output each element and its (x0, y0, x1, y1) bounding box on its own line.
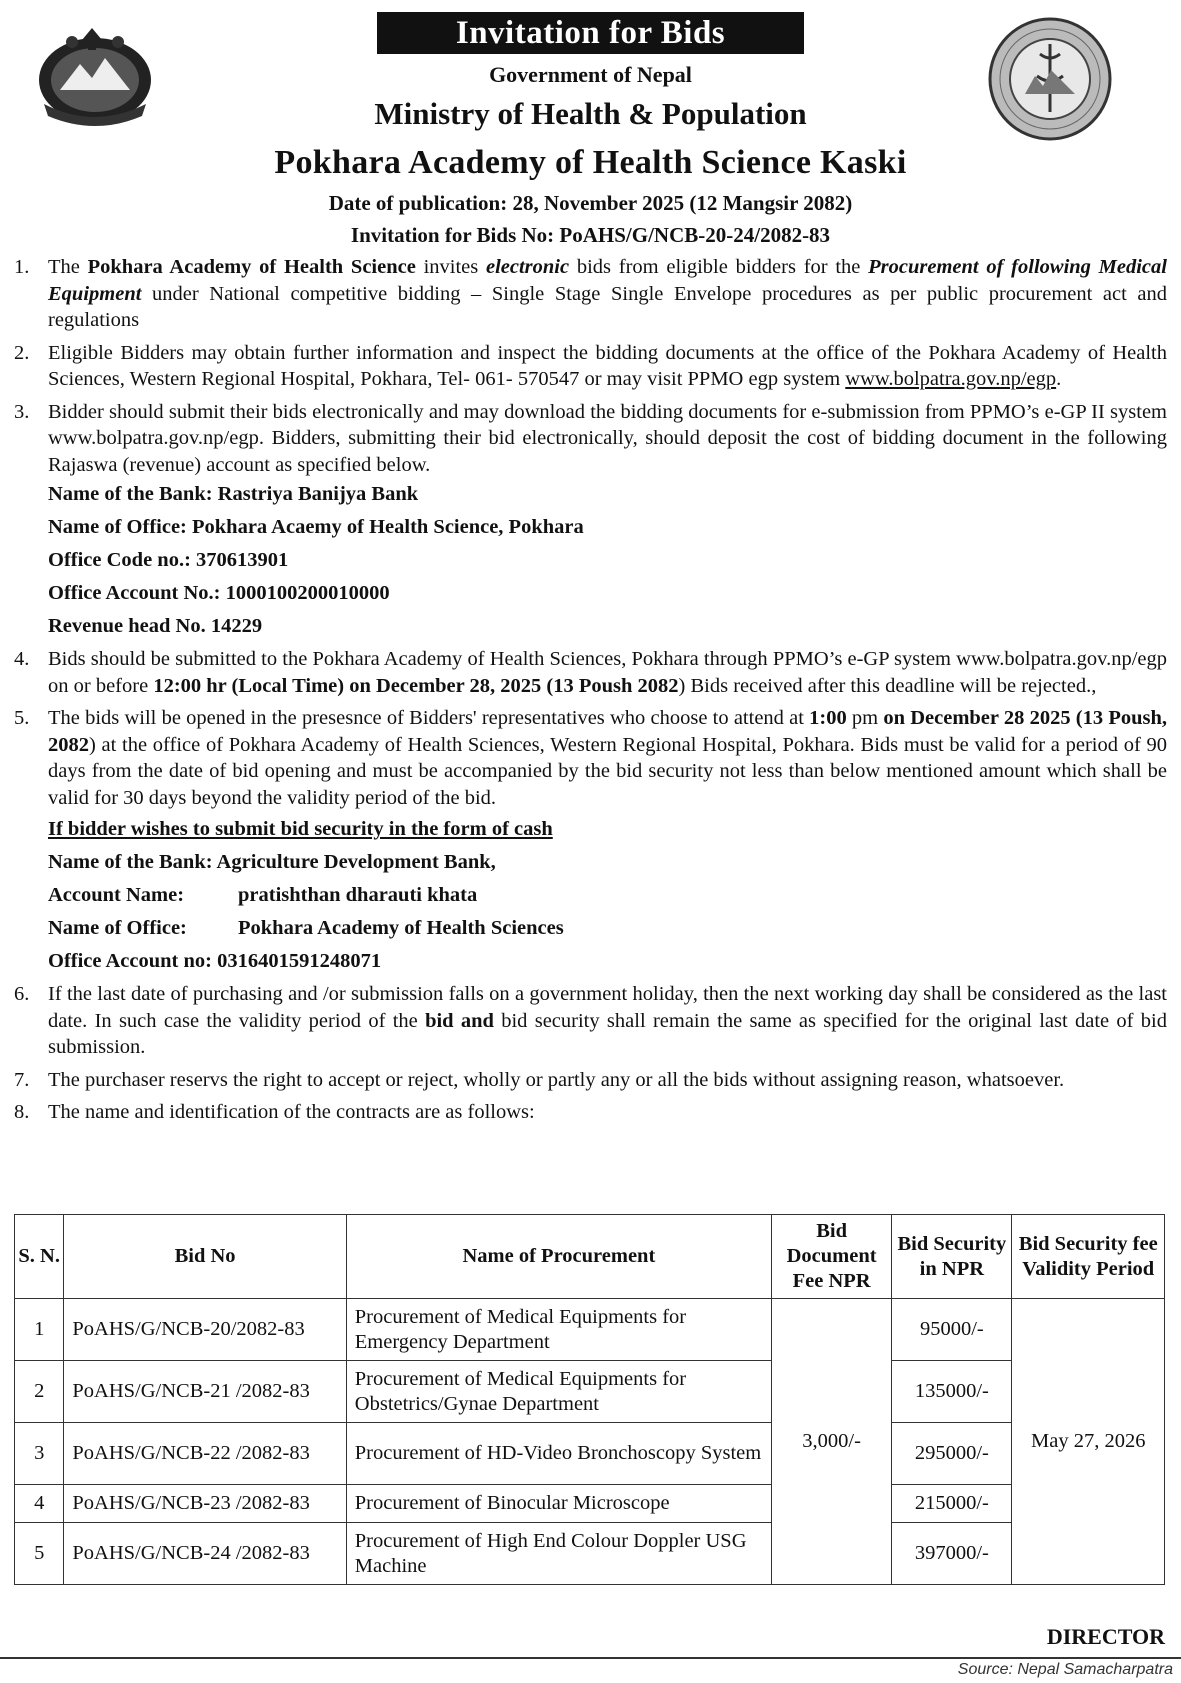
cell-bid-security: 215000/- (892, 1485, 1012, 1523)
cell-document-fee: 3,000/- (771, 1299, 891, 1585)
item-text: Bidder should submit their bids electronically and may download the bidding documents for e-submission from PPMO’s e-GP II system www.bolpatra.gov.np/egp. Bidders, submitting their bid electronically, should deposit the cost of bidding document in the following Rajaswa (revenue) account as specified below. (48, 400, 1167, 476)
cash-security-heading: If bidder wishes to submit bid security in the form of cash (48, 818, 553, 840)
item-1 (14, 254, 1167, 334)
director-signature-label: DIRECTOR (1046, 1624, 1165, 1649)
header-bid-no: Bid No (64, 1215, 346, 1299)
item-5 (14, 705, 1167, 974)
cell-bid-no: PoAHS/G/NCB-22 /2082-83 (64, 1423, 346, 1485)
notice-title: Invitation for Bids (377, 12, 804, 54)
header-procurement-name: Name of Procurement (346, 1215, 771, 1299)
revenue-office: Name of Office: Pokhara Acaemy of Health Science, Pokhara (48, 516, 584, 538)
item-2 (14, 340, 1167, 393)
item-number: 6. (14, 983, 30, 1005)
opening-time: 1:00 (809, 707, 847, 729)
bids-number: Invitation for Bids No: PoAHS/G/NCB-20-24/2082-83 (350, 223, 831, 247)
item-text-italic: electronic (485, 256, 570, 278)
table-row (15, 1485, 1165, 1523)
cell-bid-security: 295000/- (892, 1423, 1012, 1485)
source-credit: Source: Nepal Samacharpatra (957, 1661, 1173, 1678)
field-label: Account Name: (48, 884, 185, 906)
item-text: pm (846, 707, 884, 729)
item-text-bold-italic: Procurement of following Medical Equipment (48, 256, 1167, 305)
cell-procurement-name: Procurement of HD-Video Bronchoscopy System (346, 1423, 771, 1485)
contracts-table (14, 1214, 1165, 1585)
header-bid-security: Bid Security in NPR (892, 1215, 1012, 1299)
table-header-row (15, 1215, 1165, 1299)
opening-date: on December 28 2025 (13 Poush, 2082 (48, 707, 1167, 756)
table-row (15, 1299, 1165, 1361)
government-name: Government of Nepal (489, 62, 692, 87)
item-text-bold: bid and (425, 1009, 494, 1032)
cash-account-no: Office Account no: 0316401591248071 (48, 950, 382, 972)
item-text: bids from eligible bidders for the (569, 256, 869, 278)
item-text: under National competitive bidding – Single Stage Single Envelope procedures as per public procurement act and regulations (48, 282, 1167, 331)
item-number: 4. (14, 648, 30, 670)
field-label: Name of Office: (48, 917, 187, 939)
revenue-head: Revenue head No. 14229 (48, 615, 263, 637)
item-text: If the last date of purchasing and /or submission falls on a government holiday, then the next working day shall be considered as the last date. In such case the validity period of the (48, 983, 1167, 1032)
cell-procurement-name: Procurement of Medical Equipments for Obstetrics/Gynae Department (346, 1361, 771, 1423)
academy-name: Pokhara Academy of Health Science Kaski (274, 144, 907, 181)
cell-sn: 1 (15, 1299, 64, 1361)
cell-procurement-name: Procurement of Binocular Microscope (346, 1485, 771, 1523)
item-7 (14, 1067, 1167, 1094)
item-6 (14, 981, 1167, 1061)
item-number: 3. (14, 400, 30, 423)
item-text: ) Bids received after this deadline will be rejected., (678, 674, 1097, 697)
revenue-bank: Name of the Bank: Rastriya Banijya Bank (48, 483, 419, 505)
cash-account-name (48, 882, 1167, 908)
header-validity-period: Bid Security fee Validity Period (1012, 1215, 1165, 1299)
egp-link[interactable]: www.bolpatra.gov.np/egp (845, 368, 1057, 390)
item-text: The name and identification of the contracts are as follows: (48, 1101, 535, 1123)
cell-sn: 5 (15, 1523, 64, 1585)
item-text: The (48, 256, 88, 278)
cell-bid-no: PoAHS/G/NCB-24 /2082-83 (64, 1523, 346, 1585)
cell-sn: 3 (15, 1423, 64, 1485)
field-value: pratishthan dharauti khata (238, 884, 478, 906)
item-4 (14, 646, 1167, 699)
revenue-office-code: Office Code no.: 370613901 (48, 549, 289, 571)
header-sn: S. N. (15, 1215, 64, 1299)
cell-validity-period: May 27, 2026 (1012, 1299, 1165, 1585)
cell-procurement-name: Procurement of Medical Equipments for Emergency Department (346, 1299, 771, 1361)
item-text: . (1056, 368, 1062, 390)
item-text: invites (415, 256, 486, 278)
table-row (15, 1523, 1165, 1585)
publication-date: Date of publication: 28, November 2025 (12 Mangsir 2082) (328, 191, 853, 215)
item-text: bid security shall remain the same as specified for the original last date of bid submission. (48, 1009, 1167, 1058)
cell-bid-security: 95000/- (892, 1299, 1012, 1361)
cell-procurement-name: Procurement of High End Colour Doppler USG Machine (346, 1523, 771, 1585)
item-8 (14, 1099, 1167, 1126)
item-3 (14, 399, 1167, 640)
item-text: ) at the office of Pokhara Academy of Health Sciences, Western Regional Hospital, Pokhara. Bids must be valid for a period of 90 days from the date of bid opening and must be accompanied by the bid security not less than below mentioned amount which shall be valid for 30 days beyond the validity period of the bid. (48, 733, 1167, 809)
ministry-name: Ministry of Health & Population (374, 96, 807, 131)
cell-bid-security: 135000/- (892, 1361, 1012, 1423)
revenue-account-no: Office Account No.: 1000100200010000 (48, 582, 390, 604)
item-text: Bids should be submitted to the Pokhara Academy of Health Sciences, Pokhara through PPMO’s e-GP system www.bolpatra.gov.np/egp on or before (48, 648, 1167, 697)
cell-sn: 4 (15, 1485, 64, 1523)
header-document-fee: Bid Document Fee NPR (771, 1215, 891, 1299)
cell-bid-no: PoAHS/G/NCB-20/2082-83 (64, 1299, 346, 1361)
item-number: 5. (14, 707, 30, 729)
cash-office-name (48, 915, 1167, 941)
item-text: The bids will be opened in the presesnce of Bidders' representatives who choose to attend at (48, 707, 810, 729)
submission-deadline: 12:00 hr (Local Time) on December 28, 2025 (13 Poush 2082 (153, 674, 679, 697)
item-number: 8. (14, 1101, 30, 1123)
item-number: 7. (14, 1068, 30, 1091)
item-text: The purchaser reservs the right to accept or reject, wholly or partly any or all the bids without assigning reason, whatsoever. (48, 1068, 1065, 1091)
notice-items (14, 254, 1167, 1132)
footer-divider (0, 1657, 1181, 1659)
item-number: 2. (14, 341, 30, 364)
table-row (15, 1423, 1165, 1485)
cell-bid-no: PoAHS/G/NCB-21 /2082-83 (64, 1361, 346, 1423)
cell-bid-security: 397000/- (892, 1523, 1012, 1585)
item-text: Eligible Bidders may obtain further information and inspect the bidding documents at the office of the Pokhara Academy of Health Sciences, Western Regional Hospital, Pokhara, Tel- 061- 570547 or may visit PPMO egp system (48, 341, 1167, 390)
field-value: Pokhara Academy of Health Sciences (238, 917, 564, 939)
table-row (15, 1361, 1165, 1423)
item-number: 1. (14, 256, 30, 278)
cell-bid-no: PoAHS/G/NCB-23 /2082-83 (64, 1485, 346, 1523)
item-text-bold: Pokhara Academy of Health Science (87, 256, 416, 278)
cell-sn: 2 (15, 1361, 64, 1423)
cash-bank: Name of the Bank: Agriculture Development Bank, (48, 851, 496, 873)
